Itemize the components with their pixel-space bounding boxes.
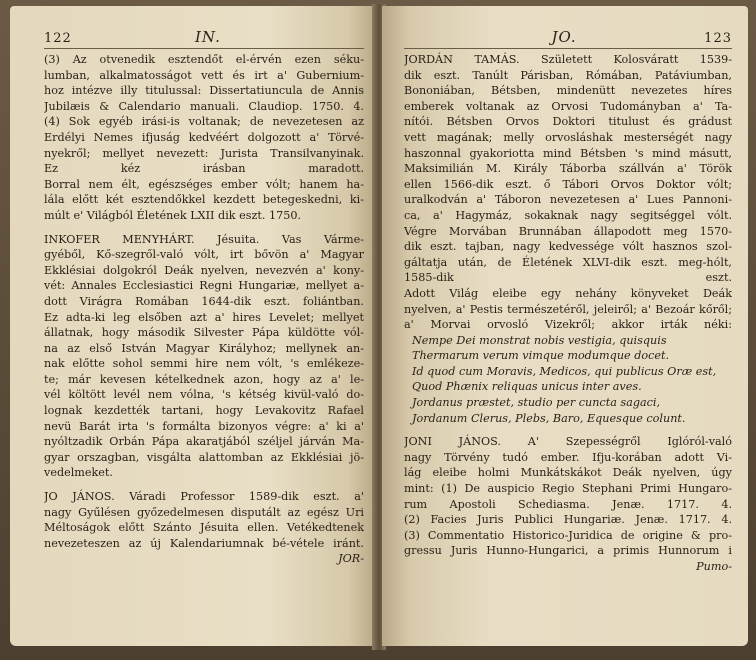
right-page-header [404,28,732,49]
text-line: lála előtt két esztendőkkel kezdett betegeskedni, ki- [44,193,364,207]
text-line: INKOFER MENYHÁRT. Jésuita. Vas Várme- [44,232,364,246]
text-line: nyóltzadik Orbán Pápa akaratjából széljel járván Ma- [44,435,364,449]
text-line: ca, a' Hagymáz, sokaknak nagy segitséggel vólt. [404,208,732,222]
text-line: JOR- [338,552,364,566]
text-line: nevü Barát irta 's formálta bizonyos végre: a' ki a' [44,419,364,433]
text-line: haszonnal gyakoriotta mind Bétsben 's mind másutt, [404,146,732,160]
paragraph-gap [44,481,364,489]
paragraph-gap [404,426,732,434]
text-line: vett magának; melly orvosláshak mesterségét nagy [404,130,732,144]
left-page-number: 122 [44,31,72,46]
text-line: gyéből, Kő-szegről-való vólt, irt bővön a' Magyar [44,248,364,262]
paragraph-gap [44,224,364,232]
text-line: Végre Morvában Brunnában állapodott meg 1570- [404,224,732,238]
text-line: múlt e' Világból Életének LXII dik eszt. 1750. [44,208,301,222]
text-line: Borral nem élt, egészséges ember vólt; hanem ha- [44,177,364,191]
left-page-text [44,52,364,567]
text-line: hoz intézve illy titulussal: Dissertatiuncula de Annis [44,84,364,98]
right-page-number: 123 [704,31,732,46]
text-line: dik eszt. tajban, nagy kedvessége vólt hasznos szol- [404,240,732,254]
text-line: nak előtte sohol semmi hire nem vólt, 's emlékeze- [44,357,364,371]
text-line: (3) Commentatio Historico-Juridica de origine & pro- [404,528,732,542]
right-running-head: JO. [551,28,577,46]
text-line: Quod Phænix reliquas unicus inter aves. [412,380,642,394]
text-line: a' Morvai orvosló Vizekről; akkor irták néki: [404,318,732,332]
text-line: vedelmeket. [44,466,113,480]
text-line: gyar orszagban, visgálta alattomban az Ekklésiai jö- [44,450,364,464]
text-line: mint: (1) De auspicio Regio Stephani Primi Hungaro- [404,482,732,496]
text-line: állatnak, hogy második Silvester Pápa küldötte vól- [44,326,364,340]
text-line: (4) Sok egyéb irási-is voltanak; de nevezetesen az [44,115,364,129]
text-line: Pumo- [696,560,732,573]
text-line: ellen 1566-dik eszt. ő Tábori Orvos Doktor vólt; [404,177,732,191]
text-line: Jubilæis & Calendario manuali. Claudiop. 1750. 4. [44,99,364,113]
text-line: Ez adta-ki leg elsőben azt a' hires Levelet; mellyet [44,310,364,324]
text-line: JO JÁNOS. Váradi Professor 1589-dik eszt. a' [44,490,364,504]
text-line: Id quod cum Moravis, Medicos, qui publicus Oræ est, [412,364,717,378]
text-line: vét: Annales Ecclesiastici Regni Hungariæ, mellyet a- [44,279,364,293]
text-line: Méltoságok előtt Szánto Jésuita ellen. Vetékedtenek [44,521,364,535]
text-line: vél költött levél nem vólna, 's kétség kivül-való do- [44,388,364,402]
text-line: Erdélyi Nemes ifjuság kedvéért dolgozott a' Törvé- [44,130,364,144]
text-line: Jordanum Clerus, Plebs, Baro, Equesque colunt. [412,411,686,425]
left-page [10,6,378,646]
text-line: emberek voltanak az Orvosi Tudományban a' Ta- [404,99,732,113]
text-line: JORDÁN TAMÁS. Született Kolosváratt 1539- [404,53,732,66]
text-line: gressu Juris Hunno-Hungarici, a primis Hunnorum i [404,544,732,558]
text-line: 1585-dik eszt. [404,271,732,285]
text-line: (2) Facies Juris Publici Hungariæ. Jenæ. 1717. 4. [404,513,732,527]
text-line: na az első István Magyar Királyhoz; mellynek an- [44,341,364,355]
text-line: lognak kezdették tartani, hogy Levakovitz Rafael [44,404,364,418]
text-line: Ekklésiai dolgokról Deák nyelven, nevezvén a' kony- [44,263,364,277]
text-line: dik eszt. Tanúlt Párisban, Rómában, Patáviumban, [404,68,732,82]
text-line: dott Virágra Romában 1644-dik eszt. foliántban. [44,294,364,308]
left-running-head: IN. [194,28,221,46]
left-page-header [44,28,364,49]
text-line: Ez kéz irásban maradott. [44,162,364,176]
text-line: nagy Gyűlésen győzedelmesen disputált az egész Uri [44,505,364,519]
text-line: JONI JÁNOS. A' Szepességről Iglóról-való [404,435,732,449]
text-line: (3) Az otvenedik esztendőt el-érvén ezen séku- [44,53,364,66]
text-line: Jordanus præstet, studio per cuncta sagaci, [412,396,661,410]
text-line: nyelven, a' Pestis természetéről, jeleiről; a' Bezoár kőről; [404,302,732,316]
text-line: nyekről; mellyet nevezett: Jurista Transilvanyinak. [44,146,364,160]
text-line: nagy Törvény tudó ember. Ifju-korában adott Vi- [404,450,732,464]
text-line: Thermarum verum vimque modumque docet. [412,349,670,363]
text-line: rum Apostoli Schediasma. Jenæ. 1717. 4. [404,497,732,511]
right-page [382,6,748,646]
text-line: nevezeteszen az új Kalendariumnak bé-vétele iránt. [44,536,364,550]
text-line: Adott Világ eleibe egy nehány könyveket Deák [404,286,732,300]
text-line: Maksimilián M. Király Táborba szállván a' Török [404,162,732,176]
text-line: te; már kevesen kételkednek azon, hogy az a' le- [44,372,364,386]
text-line: Nempe Dei monstrat nobis vestigia, quisquis [412,333,667,347]
text-line: lumban, alkalmatosságot vett és irt a' Gubernium- [44,68,364,82]
right-page-text [404,52,732,575]
text-line: gáltatja után, de Életének XLVI-dik eszt. meg-hólt, [404,255,732,269]
text-line: uralkodván a' Táboron nevezetesen a' Lues Pannoni- [404,193,732,207]
text-line: Bononiában, Bétsben, mindenütt nevezetes híres [404,84,732,98]
text-line: lág eleibe holmi Munkátskákot Deák nyelven, úgy [404,466,732,480]
text-line: nítói. Bétsben Orvos Doktori titulust és grádust [404,115,732,129]
